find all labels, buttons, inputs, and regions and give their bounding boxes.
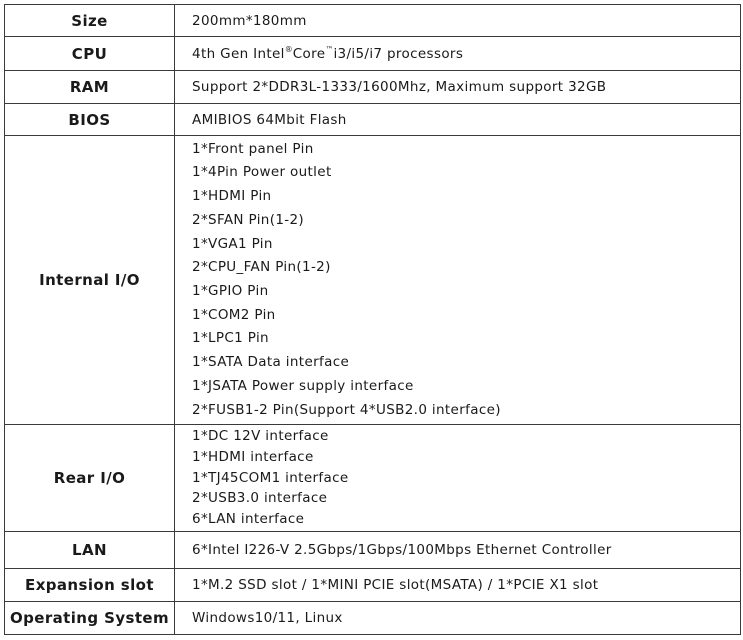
value-line: 1*DC 12V interface — [192, 428, 329, 444]
spec-table — [4, 4, 741, 635]
row-value — [175, 425, 741, 532]
spec-row-ram — [5, 71, 741, 104]
row-value — [175, 104, 741, 136]
cpu-text-pre: 4th Gen Intel — [192, 46, 285, 62]
spec-row-rear-io — [5, 425, 741, 532]
row-label: RAM — [5, 71, 175, 104]
value-line: 1*JSATA Power supply interface — [192, 377, 414, 394]
spec-row-size — [5, 5, 741, 37]
value-line: 2*USB3.0 interface — [192, 490, 328, 507]
value-line: 1*4Pin Power outlet — [192, 164, 332, 181]
cpu-text-post: i3/i5/i7 processors — [333, 46, 464, 62]
value-line: 1*HDMI Pin — [192, 188, 272, 205]
row-label: Size — [5, 5, 175, 37]
value-line: 1*SATA Data interface — [192, 354, 350, 371]
spec-row-bios — [5, 104, 741, 136]
value-line: 1*HDMI interface — [192, 448, 314, 465]
value-line: 2*FUSB1-2 Pin(Support 4*USB2.0 interface) — [192, 401, 501, 418]
row-value — [175, 532, 741, 569]
value-line: 1*Front panel Pin — [192, 140, 314, 157]
spec-row-cpu — [5, 37, 741, 71]
value-line: 1*VGA1 Pin — [192, 235, 273, 252]
value-line: 200mm*180mm — [192, 12, 307, 29]
spec-row-lan — [5, 532, 741, 569]
registered-mark: ® — [284, 45, 293, 54]
spec-row-internal-io — [5, 136, 741, 425]
trademark-mark: ™ — [325, 45, 334, 54]
value-line: 2*CPU_FAN Pin(1-2) — [192, 259, 331, 276]
value-line: AMIBIOS 64Mbit Flash — [192, 111, 347, 128]
row-value — [175, 37, 741, 71]
value-line: 6*LAN interface — [192, 511, 305, 528]
row-label: Expansion slot — [5, 569, 175, 602]
row-label: Internal I/O — [5, 136, 175, 425]
row-value — [175, 569, 741, 602]
row-label: LAN — [5, 532, 175, 569]
value-line: 6*Intel I226-V 2.5Gbps/1Gbps/100Mbps Ethernet Controller — [192, 542, 612, 558]
spec-row-expansion-slot — [5, 569, 741, 602]
value-line: 1*M.2 SSD slot / 1*MINI PCIE slot(MSATA) / 1*PCIE X1 slot — [192, 577, 599, 593]
row-label: CPU — [5, 37, 175, 71]
cpu-value-line — [192, 45, 740, 62]
value-line: 1*COM2 Pin — [192, 306, 276, 323]
value-line: Support 2*DDR3L-1333/1600Mhz, Maximum support 32GB — [192, 79, 607, 95]
value-line: 2*SFAN Pin(1-2) — [192, 211, 305, 228]
row-value — [175, 136, 741, 425]
value-line: 1*GPIO Pin — [192, 283, 269, 299]
row-value — [175, 71, 741, 104]
row-label: Rear I/O — [5, 425, 175, 532]
cpu-text-mid: Core — [292, 46, 326, 62]
value-line: Windows10/11, Linux — [192, 610, 343, 626]
row-label: BIOS — [5, 104, 175, 136]
value-line: 1*LPC1 Pin — [192, 330, 269, 347]
spec-row-operating-system — [5, 602, 741, 635]
value-line: 1*TJ45COM1 interface — [192, 469, 349, 486]
row-label: Operating System — [5, 602, 175, 635]
row-value — [175, 5, 741, 37]
row-value — [175, 602, 741, 635]
